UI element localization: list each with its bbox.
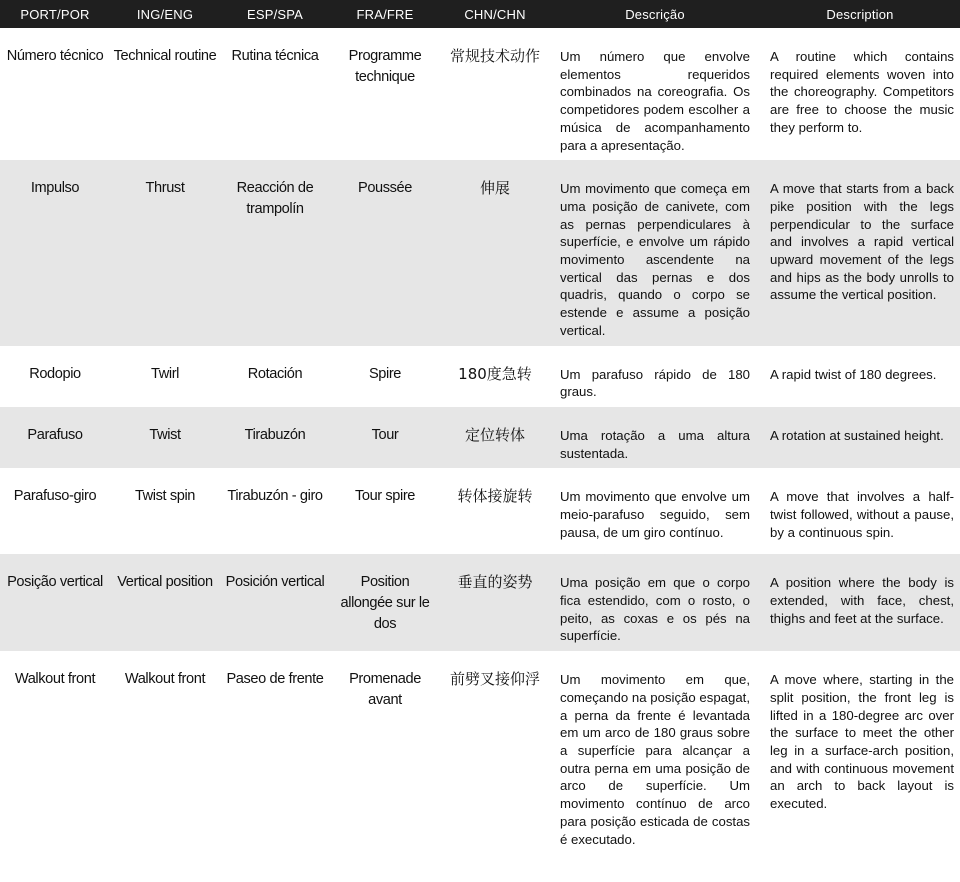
term-por: Rodopio (29, 365, 81, 382)
term-fra: Promenade avant (349, 671, 421, 709)
description-pt: Um movimento que começa em uma posição de canivete, com as pernas perpendiculares à superfície, e envolve um rápido movimento ascendente na vertical das pernas e dos quadris, quando o corpo se estende e assume a posição vertical. (550, 160, 760, 345)
term-esp: Reacción de trampolín (220, 160, 330, 345)
term-fra: Spire (368, 365, 402, 382)
term-esp: Tirabuzón - giro (227, 488, 323, 505)
term-esp: Tirabuzón (220, 407, 330, 468)
term-esp: Rutina técnica (231, 48, 319, 64)
term-por: Posição vertical (0, 554, 110, 651)
description-pt: Um movimento que envolve um meio-parafuso seguido, sem pausa, de um giro contínuo. (560, 489, 750, 540)
term-eng: Twist (110, 407, 220, 468)
description-en: A rapid twist of 180 degrees. (770, 366, 937, 382)
term-esp: Posición vertical (220, 554, 330, 651)
table-row (0, 28, 960, 160)
description-pt: Um movimento em que, começando na posição espagat, a perna da frente é levantada em um arco de 180 graus sobre a superfície para alcançar a outra perna em uma posição de arco de superfície. Um movimento contínuo de arco para posição esticada de costas é executado. (560, 672, 750, 847)
header-chn: CHN/CHN (440, 0, 550, 28)
description-en: A move that starts from a back pike position with the legs perpendicular to the surface and involves a rapid vertical upward movement of the legs and hips as the body unrolls to assume the vertical position. (760, 160, 960, 345)
term-eng: Twist spin (134, 488, 196, 505)
header-en-description: Description (760, 0, 960, 28)
header-por: PORT/POR (0, 0, 110, 28)
term-eng: Twirl (151, 365, 179, 382)
description-pt: Um número que envolve elementos requeridos combinados na coreografia. Os competidores podem escolher a música de acompanhamento para a apresentação. (560, 49, 750, 153)
term-fra: Programme technique (348, 48, 422, 85)
description-en: A move that involves a half-twist followed, without a pause, by a continuous spin. (770, 489, 954, 540)
description-pt: Uma rotação a uma altura sustentada. (550, 407, 760, 468)
term-por: Impulso (0, 160, 110, 345)
term-chn: 定位转体 (440, 407, 550, 468)
description-pt: Um parafuso rápido de 180 graus. (560, 366, 750, 400)
term-esp: Paseo de frente (226, 671, 324, 688)
table-row (0, 651, 960, 882)
term-eng: Walkout front (124, 671, 206, 688)
term-fra: Tour (330, 407, 440, 468)
term-chn: 伸展 (440, 160, 550, 345)
header-row (0, 0, 960, 28)
term-eng: Thrust (110, 160, 220, 345)
table-row (0, 468, 960, 554)
table-row (0, 407, 960, 468)
table-row (0, 346, 960, 407)
term-chn: 常规技术动作 (449, 47, 540, 65)
description-pt: Uma posição em que o corpo fica estendido, com o rosto, o peito, as coxas e os pés na superfície. (550, 554, 760, 651)
term-por: Parafuso (0, 407, 110, 468)
description-en: A routine which contains required elements woven into the choreography. Competitors are free to choose the music they perform to. (770, 49, 954, 135)
table-row (0, 160, 960, 345)
term-por: Walkout front (14, 671, 96, 688)
term-chn: 180度急转 (458, 364, 532, 383)
header-eng: ING/ENG (110, 0, 220, 28)
header-esp: ESP/SPA (220, 0, 330, 28)
header-pt-description: Descrição (550, 0, 760, 28)
term-fra: Position allongée sur le dos (330, 554, 440, 651)
term-chn: 前劈叉接仰浮 (449, 670, 540, 689)
description-en: A position where the body is extended, with face, chest, thighs and feet at the surface. (760, 554, 960, 651)
description-en: A move where, starting in the split position, the front leg is lifted in a 180-degree arc over the surface to meet the other leg in a surface-arch position, and with continuous movement an arch to back layout is executed. (770, 672, 954, 812)
term-eng: Vertical position (110, 554, 220, 651)
term-chn: 转体接旋转 (457, 487, 533, 506)
term-fra: Poussée (330, 160, 440, 345)
term-por: Parafuso-giro (13, 488, 97, 505)
description-en: A rotation at sustained height. (760, 407, 960, 468)
table-row (0, 554, 960, 651)
term-chn: 垂直的姿势 (440, 554, 550, 651)
term-por: Número técnico (6, 48, 104, 64)
term-fra: Tour spire (354, 488, 416, 505)
header-fra: FRA/FRE (330, 0, 440, 28)
term-eng: Technical routine (113, 48, 217, 64)
term-esp: Rotación (247, 365, 303, 382)
